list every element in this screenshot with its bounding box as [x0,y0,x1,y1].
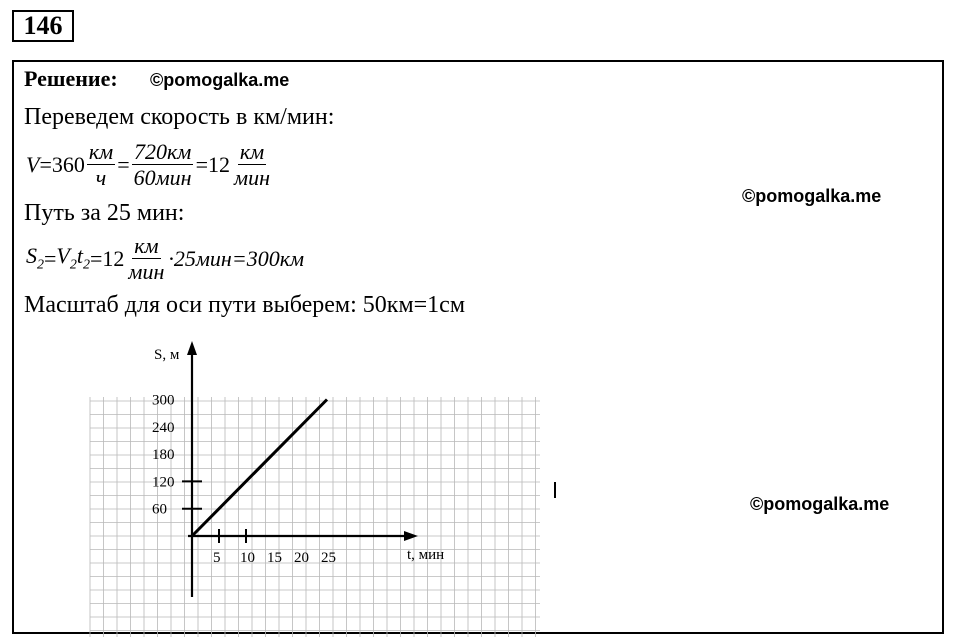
series-line [192,400,327,537]
y-tick-label: 120 [152,474,175,491]
fraction-num: км [134,233,159,258]
formula-var-s: $S_2$ [26,243,44,273]
formula-eq: = [44,245,57,271]
watermark-right-bottom: ©pomogalka.me [750,494,890,514]
formula-speed [26,140,274,189]
y-tick-label: 240 [152,419,175,436]
formula-var-v: V [26,151,40,177]
x-tick-label: 15 [267,550,282,566]
watermark-right-top: ©pomogalka.me [742,186,882,206]
fraction-km-min [126,234,166,283]
text-line-convert: Переведем скорость в км/мин: [24,104,335,130]
x-tick-label: 10 [240,550,255,566]
formula-var-t: $t_2$ [76,243,90,273]
y-axis-arrow [187,341,197,355]
solution-box [12,60,944,634]
formula-eq: = [39,151,52,177]
fraction-den: ч [95,165,107,191]
fraction-km-min [232,140,272,189]
x-axis-arrow [404,531,418,541]
text-line-path: Путь за 25 мин: [24,200,185,226]
formula-var-v: $V_2$ [56,243,77,273]
formula-coef: 360 [51,151,85,177]
formula-coef: 12 [208,151,231,177]
fraction-den: мин [128,259,165,285]
fraction-720-60 [132,140,194,189]
formula-eq: = [195,151,209,177]
formula-eq: = [117,151,130,177]
x-tick-label: 5 [213,550,221,566]
watermark-inline: ©pomogalka.me [150,70,290,90]
fraction-num: 720км [133,139,192,164]
formula-tail: ·25мин=300км [168,245,305,271]
x-axis-label: t, мин [407,547,445,563]
fraction-num: км [88,139,114,164]
text-cursor [554,482,556,498]
formula-eq: = [90,245,103,271]
y-tick-label: 300 [152,392,175,409]
task-number: 146 [12,10,74,42]
fraction-km-h [87,140,115,189]
x-tick-label: 20 [294,550,309,566]
text-line-scale: Масштаб для оси пути выберем: 50км=1см [24,292,465,318]
y-tick-label: 180 [152,447,175,464]
y-axis-label: S, м [154,347,180,363]
fraction-den: 60мин [133,165,192,191]
fraction-den: мин [234,165,270,191]
y-tick-label: 60 [152,501,167,518]
path-time-graph [80,337,540,607]
formula-coef: 12 [102,245,125,271]
fraction-num: км [239,139,265,164]
formula-path [26,234,304,283]
solution-heading: Решение: [24,66,118,91]
x-tick-label: 25 [321,550,336,566]
